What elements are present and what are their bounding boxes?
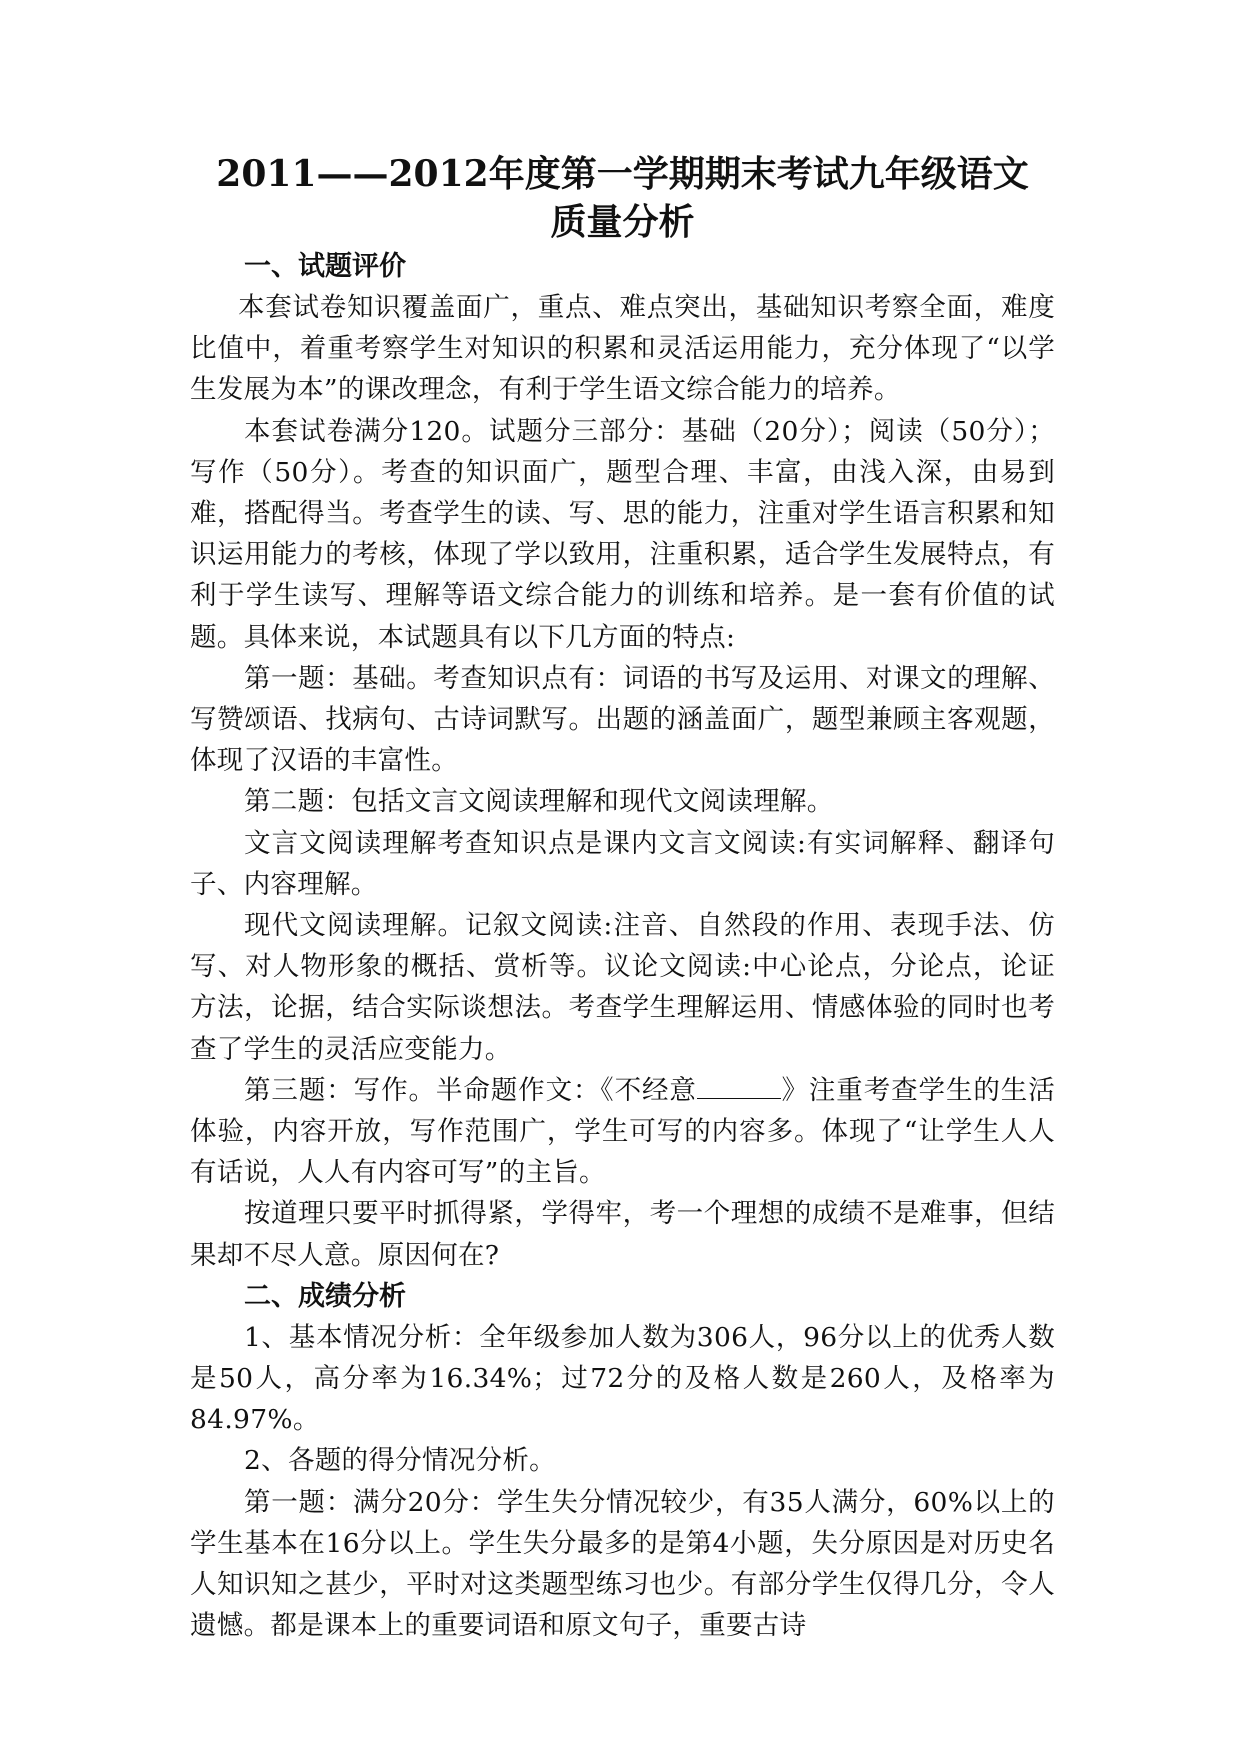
section-heading-score-analysis: 二、成绩分析 — [244, 1280, 406, 1312]
section-heading-evaluation: 一、试题评价 — [244, 251, 406, 282]
paragraph: 第一题：基础。考查知识点有：词语的书写及运用、对课文的理解、写赞颂语、找病句、古诗词默写。出题的涵盖面广，题型兼顾主客观题，体现了汉语的丰富性。 — [190, 662, 1055, 777]
paragraph: 本套试卷知识覆盖面广，重点、难点突出，基础知识考察全面，难度比值中，着重考察学生对知识的积累和灵活运用能力，充分体现了“以学生发展为本”的课改理念，有利于学生语文综合能力的培养。 — [190, 292, 1055, 406]
paragraph-writing-task — [190, 1070, 1055, 1194]
paragraph: 2、各题的得分情况分析。 — [244, 1445, 556, 1477]
title-line-1: 2011——2012年度第一学期期末考试九年级语文 — [216, 153, 1029, 195]
writing-task-before-blank: 第三题：写作。半命题作文：《不经意 — [244, 1074, 697, 1106]
document-page — [190, 150, 1055, 1647]
paragraph: 1、基本情况分析：全年级参加人数为306人，96分以上的优秀人数是50人，高分率为16.34%；过72分的及格人数是260人，及格率为84.97%。 — [190, 1321, 1055, 1436]
writing-task-after-blank: 》注重考查学生的生活体验，内容开放，写作范围广，学生可写的内容多。体现了“让学生人人有话说，人人有内容可写”的主旨。 — [190, 1074, 1055, 1189]
document-title — [190, 150, 1055, 246]
paragraph: 第一题：满分20分：学生失分情况较少，有35人满分，60%以上的学生基本在16分以上。学生失分最多的是第4小题，失分原因是对历史名人知识知之甚少，平时对这类题型练习也少。有部分学生仅得几分，令人遗憾。都是课本上的重要词语和原文句子，重要古诗 — [190, 1486, 1055, 1642]
paragraph: 现代文阅读理解。记叙文阅读:注音、自然段的作用、表现手法、仿写、对人物形象的概括、赏析等。议论文阅读:中心论点，分论点，论证方法，论据，结合实际谈想法。考查学生理解运用、情感体验的同时也考查了学生的灵活应变能力。 — [190, 910, 1055, 1065]
paragraph: 本套试卷满分120。试题分三部分：基础（20分）；阅读（50分）；写作（50分）。考查的知识面广，题型合理、丰富，由浅入深，由易到难，搭配得当。考查学生的读、写、思的能力，注重对学生语言积累和知识运用能力的考核，体现了学以致用，注重积累，适合学生发展特点，有利于学生读写、理解等语文综合能力的训练和培养。是一套有价值的试题。具体来说，本试题具有以下几方面的特点: — [190, 415, 1055, 653]
paragraph: 文言文阅读理解考查知识点是课内文言文阅读:有实词解释、翻译句子、内容理解。 — [190, 827, 1055, 900]
title-line-2: 质量分析 — [550, 201, 695, 243]
paragraph: 第二题：包括文言文阅读理解和现代文阅读理解。 — [244, 786, 834, 818]
fill-in-blank-line — [697, 1072, 781, 1099]
paragraph: 按道理只要平时抓得紧，学得牢，考一个理想的成绩不是难事，但结果却不尽人意。原因何在? — [190, 1198, 1055, 1271]
